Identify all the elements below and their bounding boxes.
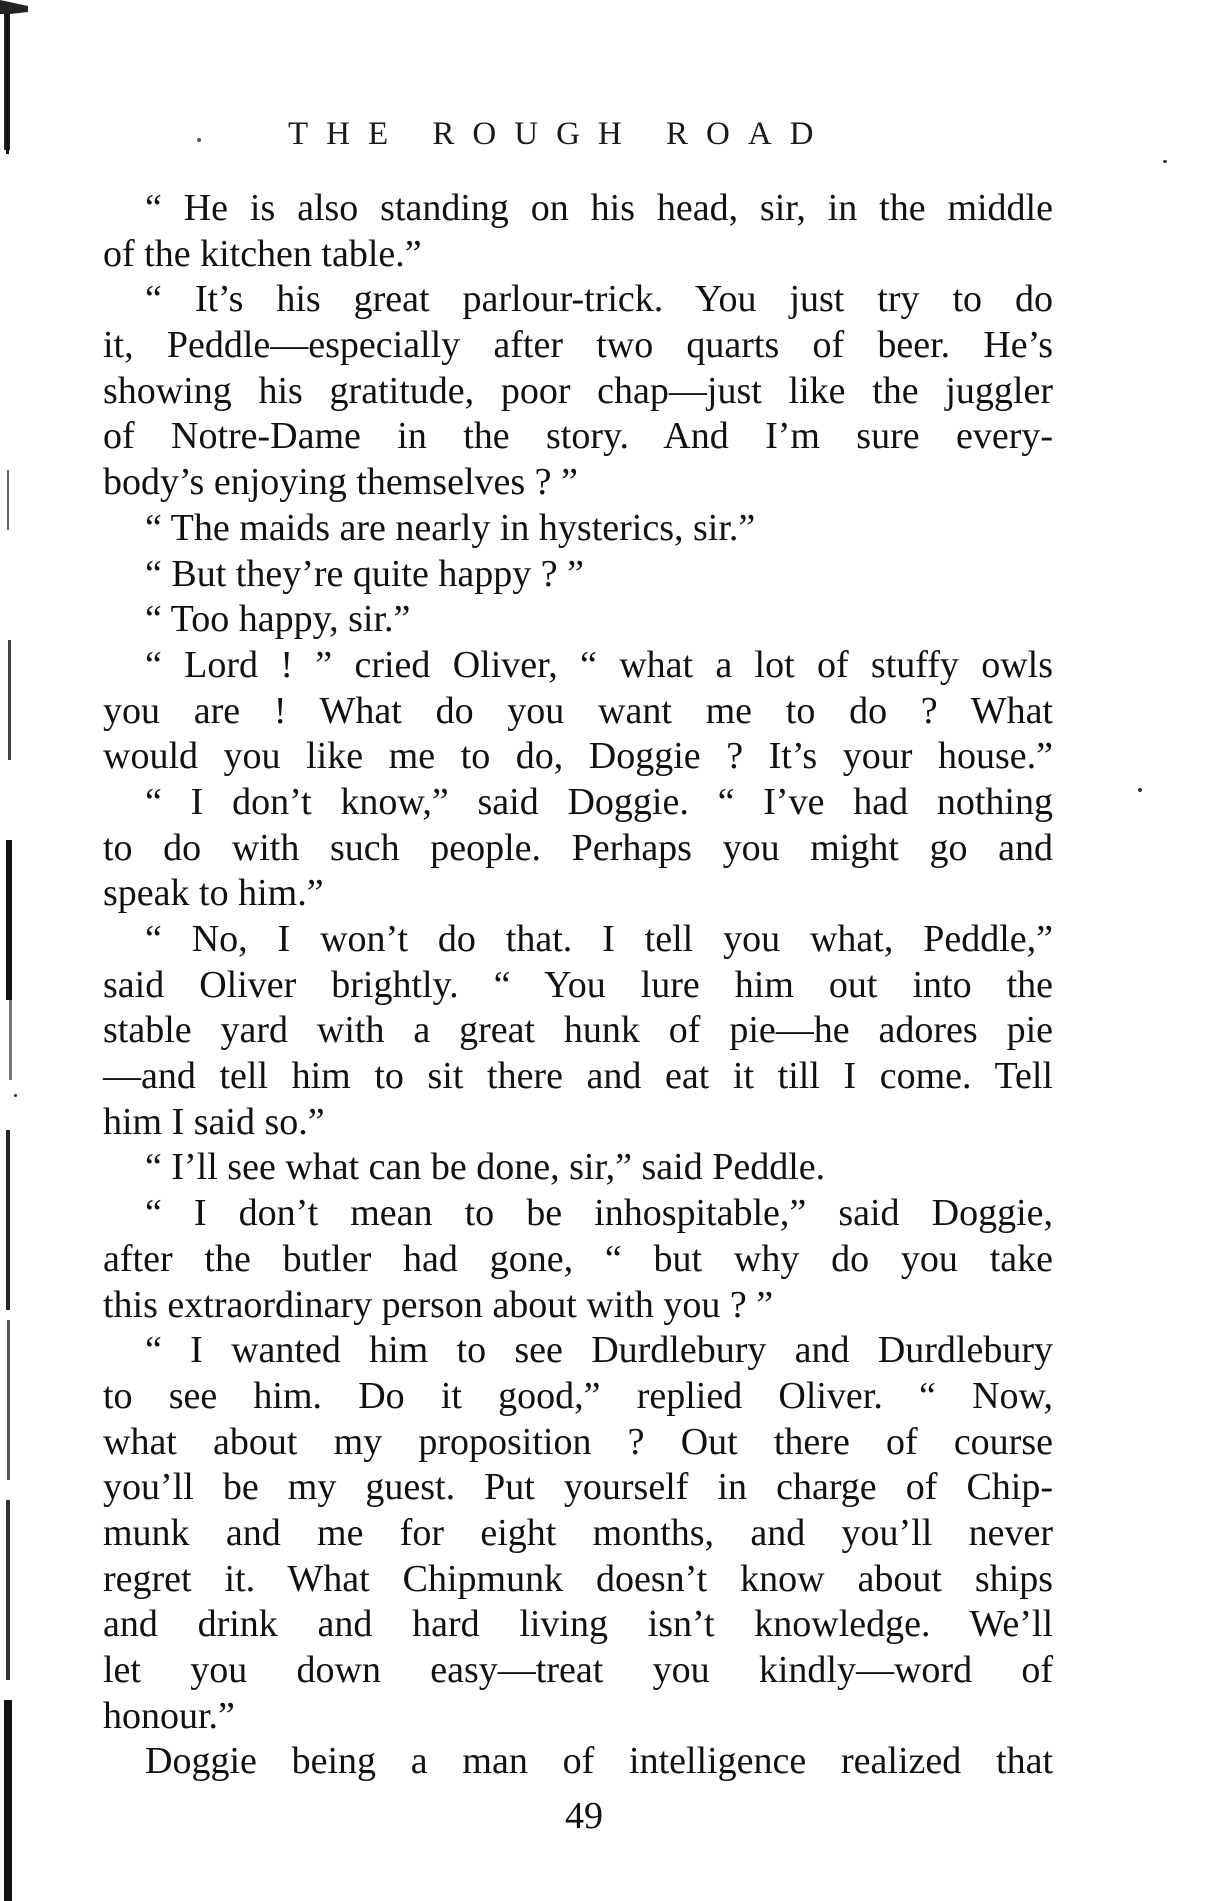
text-line: of Notre-Dame in the story. And I’m sure every- (103, 415, 1053, 458)
text-line: “ The maids are nearly in hysterics, sir.” (145, 506, 756, 549)
text-line: speak to him.” (103, 872, 324, 915)
text-line: to do with such people. Perhaps you might go and (103, 826, 1053, 869)
text-line: “ I don’t know,” said Doggie. “ I’ve had nothing (145, 780, 1053, 823)
text-line: and drink and hard living isn’t knowledge. We’ll (103, 1603, 1053, 1646)
text-line: —and tell him to sit there and eat it till I come. Tell (103, 1055, 1053, 1098)
text-line: regret it. What Chipmunk doesn’t know about ships (103, 1557, 1053, 1600)
text-line: it, Peddle—especially after two quarts of beer. He’s (103, 324, 1053, 367)
text-line: “ But they’re quite happy ? ” (145, 552, 584, 595)
text-line: showing his gratitude, poor chap—just like the juggler (103, 369, 1053, 412)
text-line: “ I’ll see what can be done, sir,” said Peddle. (145, 1146, 826, 1189)
page-number (0, 1794, 1220, 1838)
text-line: “ Too happy, sir.” (145, 598, 411, 641)
binding-shadow (0, 0, 40, 1901)
text-line: said Oliver brightly. “ You lure him out into the (103, 963, 1053, 1006)
text-line: would you like me to do, Doggie ? It’s your house.” (103, 735, 1053, 778)
text-line: “ I don’t mean to be inhospitable,” said Doggie, (145, 1192, 1053, 1235)
text-line: after the butler had gone, “ but why do you take (103, 1237, 1053, 1280)
running-title: THE ROUGH ROAD (288, 116, 832, 152)
text-line: to see him. Do it good,” replied Oliver. “ Now, (103, 1374, 1053, 1417)
text-line: of the kitchen table.” (103, 232, 422, 275)
text-line: let you down easy—treat you kindly—word of (103, 1649, 1053, 1691)
text-line: Doggie being a man of intelligence realized that (145, 1740, 1053, 1783)
header-speck (197, 138, 201, 142)
text-line: him I said so.” (103, 1100, 325, 1143)
text-line: “ No, I won’t do that. I tell you what, Peddle,” (145, 918, 1053, 960)
text-line: body’s enjoying themselves ? ” (103, 461, 578, 504)
scan-speck (1138, 788, 1142, 792)
scan-speck (1163, 160, 1167, 163)
text-line: you are ! What do you want me to do ? What (103, 689, 1053, 732)
text-line: stable yard with a great hunk of pie—he adores pie (103, 1009, 1053, 1052)
text-line: “ He is also standing on his head, sir, in the middle (145, 187, 1053, 229)
text-line: munk and me for eight months, and you’ll never (103, 1511, 1053, 1554)
text-line: what about my proposition ? Out there of course (103, 1420, 1053, 1463)
text-line: honour.” (103, 1694, 235, 1737)
scan-speck (14, 1094, 17, 1097)
text-line: “ It’s his great parlour-trick. You just try to do (145, 278, 1053, 321)
page-number-text: 49 (565, 1795, 603, 1837)
text-line: you’ll be my guest. Put yourself in charge of Chip- (103, 1466, 1053, 1509)
body-text (103, 186, 1053, 1785)
text-line: this extraordinary person about with you ? ” (103, 1283, 774, 1326)
text-line: “ I wanted him to see Durdlebury and Durdlebury (145, 1329, 1053, 1372)
text-line: “ Lord ! ” cried Oliver, “ what a lot of stuffy owls (145, 643, 1053, 686)
